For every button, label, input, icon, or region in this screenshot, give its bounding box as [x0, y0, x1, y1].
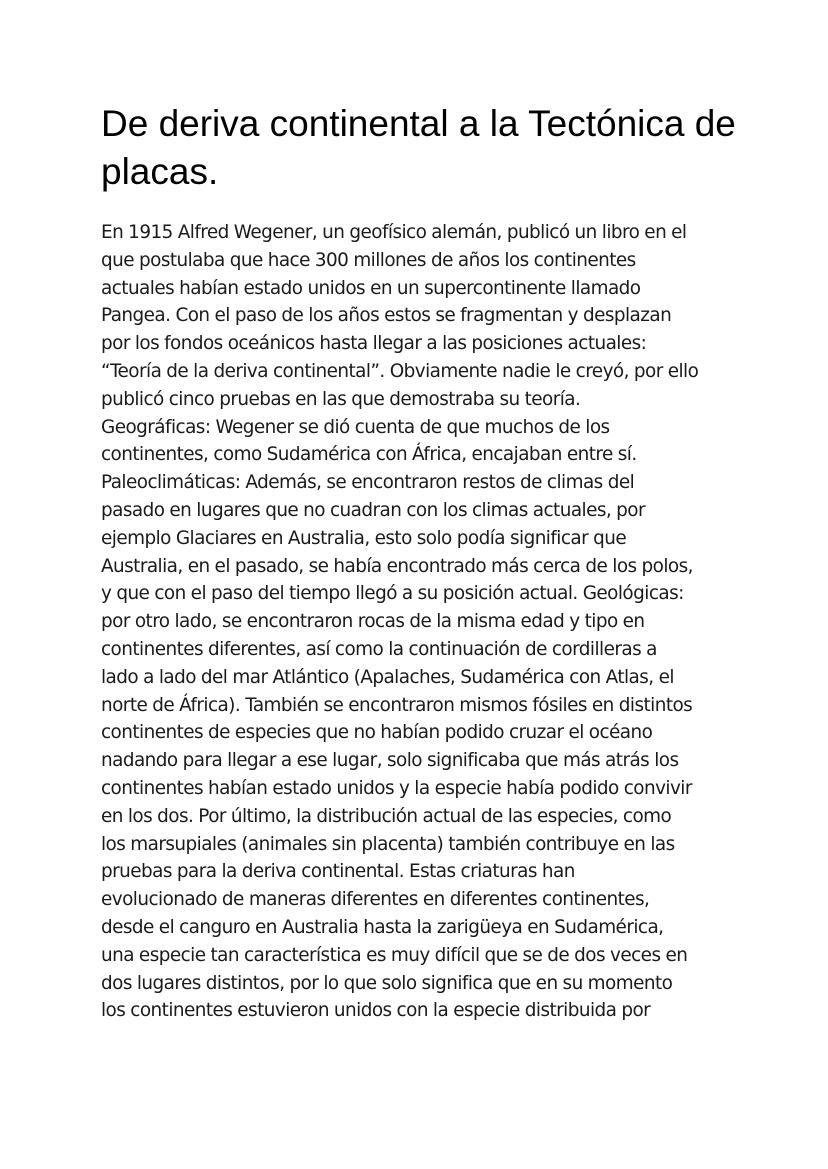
text-line: continentes habían estado unidos y la especie había podido convivir — [101, 777, 692, 799]
text-line: por otro lado, se encontraron rocas de la misma edad y tipo en — [101, 611, 645, 633]
text-line: Paleoclimáticas: Además, se encontraron restos de climas del — [101, 472, 635, 494]
text-line: pruebas para la deriva continental. Estas criaturas han — [101, 861, 575, 883]
text-line: dos lugares distintos, por lo que solo significa que en su momento — [101, 972, 673, 994]
text-line: ejemplo Glaciares en Australia, esto solo podía significar que — [101, 527, 627, 549]
document-title: De deriva continental a la Tectónica de placas. — [101, 103, 736, 192]
text-line: Pangea. Con el paso de los años estos se fragmentan y desplazan — [101, 305, 672, 327]
text-line: norte de África). También se encontraron mismos fósiles en distintos — [101, 694, 693, 716]
text-line: y que con el paso del tiempo llegó a su posición actual. Geológicas: — [101, 583, 684, 605]
text-line: publicó cinco pruebas en las que demostraba su teoría. — [101, 388, 581, 410]
text-line: en los dos. Por último, la distribución actual de las especies, como — [101, 805, 672, 827]
text-line: nadando para llegar a ese lugar, solo significaba que más atrás los — [101, 750, 679, 772]
text-line: continentes, como Sudamérica con África, encajaban entre sí. — [101, 444, 637, 466]
text-line: Australia, en el pasado, se había encontrado más cerca de los polos, — [101, 555, 693, 577]
text-line: continentes diferentes, así como la continuación de cordilleras a — [101, 638, 657, 660]
text-line: lado a lado del mar Atlántico (Apalaches, Sudamérica con Atlas, el — [101, 666, 674, 688]
text-line: pasado en lugares que no cuadran con los climas actuales, por — [101, 499, 646, 521]
text-line: que postulaba que hace 300 millones de años los continentes — [101, 249, 636, 271]
text-line: En 1915 Alfred Wegener, un geofísico alemán, publicó un libro en el — [101, 222, 687, 243]
body-paragraph — [101, 219, 741, 1025]
text-line: por los fondos oceánicos hasta llegar a las posiciones actuales: — [101, 333, 647, 355]
text-line: actuales habían estado unidos en un supercontinente llamado — [101, 277, 641, 299]
text-line: “Teoría de la deriva continental”. Obviamente nadie le creyó, por ello — [101, 360, 699, 382]
text-line: continentes de especies que no habían podido cruzar el océano — [101, 722, 653, 744]
text-line: una especie tan característica es muy difícil que se de dos veces en — [101, 944, 688, 966]
text-line: los marsupiales (animales sin placenta) también contribuye en las — [101, 833, 675, 855]
text-line: evolucionado de maneras diferentes en diferentes continentes, — [101, 889, 650, 911]
text-line: desde el canguro en Australia hasta la zarigüeya en Sudamérica, — [101, 916, 664, 938]
text-line: los continentes estuvieron unidos con la especie distribuida por — [101, 1000, 651, 1022]
text-line: Geográficas: Wegener se dió cuenta de que muchos de los — [101, 416, 610, 438]
